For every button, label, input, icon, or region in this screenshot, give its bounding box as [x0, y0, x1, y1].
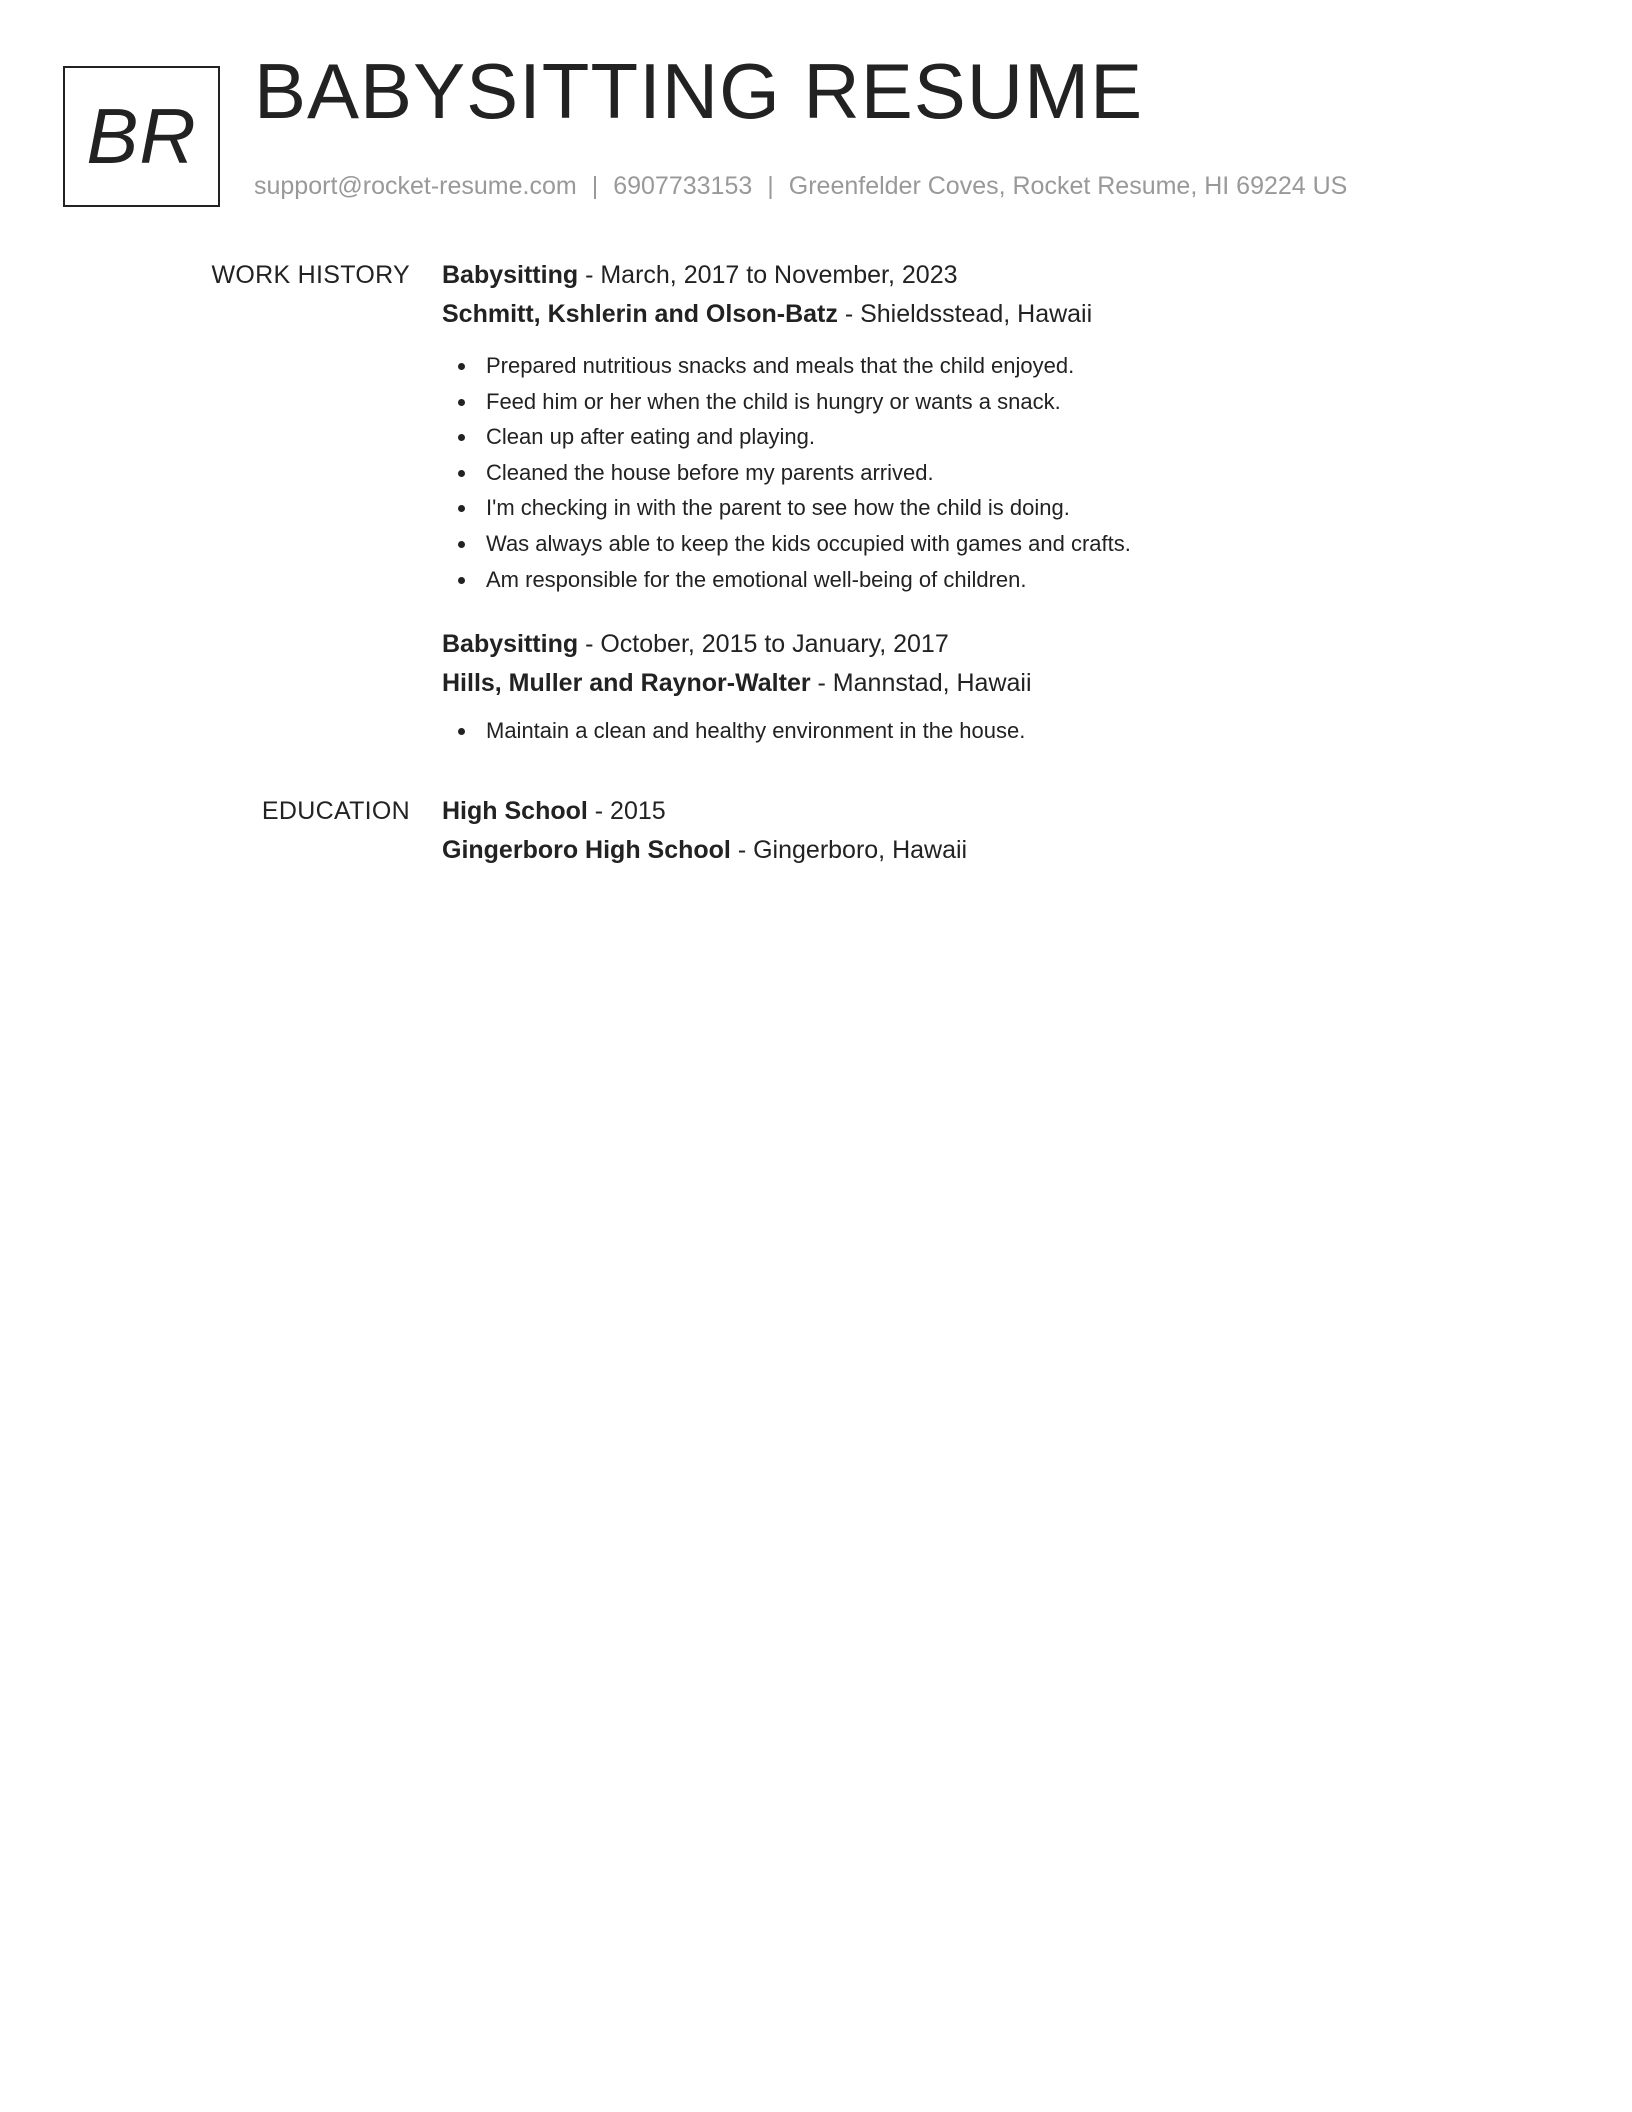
section-label-work-history: WORK HISTORY [211, 261, 410, 289]
job-entry [442, 262, 1592, 597]
list-item: Maintain a clean and healthy environment in the house. [442, 713, 1592, 749]
job-employer-line [442, 670, 1592, 698]
job-dates: - March, 2017 to November, 2023 [578, 261, 958, 289]
job-dates: - October, 2015 to January, 2017 [578, 630, 949, 659]
education-body [442, 798, 1592, 864]
job-entry [442, 631, 1592, 749]
job-location: - Shieldsstead, Hawaii [837, 299, 1093, 328]
school-location: - Gingerboro, Hawaii [730, 835, 968, 864]
school-line [442, 837, 1592, 865]
degree: High School [442, 797, 588, 825]
list-item: Am responsible for the emotional well-being of children. [442, 562, 1592, 598]
monogram-logo [63, 66, 220, 207]
job-employer: Schmitt, Kshlerin and Olson-Batz [442, 299, 838, 328]
list-item: Cleaned the house before my parents arrived. [442, 455, 1592, 491]
job-title: Babysitting [442, 630, 579, 659]
job-location: - Mannstad, Hawaii [810, 668, 1032, 697]
work-history-body [442, 262, 1592, 783]
job-title: Babysitting [442, 261, 579, 289]
section-label-education: EDUCATION [261, 797, 410, 825]
degree-line [442, 798, 1592, 826]
job-employer-line [442, 301, 1592, 329]
contact-info [254, 174, 1347, 199]
job-title-line [442, 631, 1592, 659]
school-name: Gingerboro High School [442, 835, 731, 864]
list-item: Was always able to keep the kids occupied with games and crafts. [442, 526, 1592, 562]
job-employer: Hills, Muller and Raynor-Walter [442, 668, 811, 697]
contact-separator: | [591, 172, 599, 200]
resume-title: BABYSITTING RESUME [254, 47, 1144, 135]
job-duties-list [442, 713, 1592, 749]
contact-address: Greenfelder Coves, Rocket Resume, HI 69224 US [788, 172, 1348, 200]
list-item: Prepared nutritious snacks and meals that the child enjoyed. [442, 348, 1592, 384]
list-item: Feed him or her when the child is hungry or wants a snack. [442, 384, 1592, 420]
monogram-text: BR [86, 92, 197, 180]
contact-email[interactable]: support@rocket-resume.com [254, 172, 577, 200]
contact-separator: | [767, 172, 774, 200]
job-duties-list [442, 348, 1592, 597]
contact-phone[interactable]: 6907733153 [613, 172, 753, 200]
list-item: Clean up after eating and playing. [442, 419, 1592, 455]
list-item: I'm checking in with the parent to see how the child is doing. [442, 490, 1592, 526]
job-title-line [442, 262, 1592, 290]
graduation-year: - 2015 [587, 797, 666, 825]
